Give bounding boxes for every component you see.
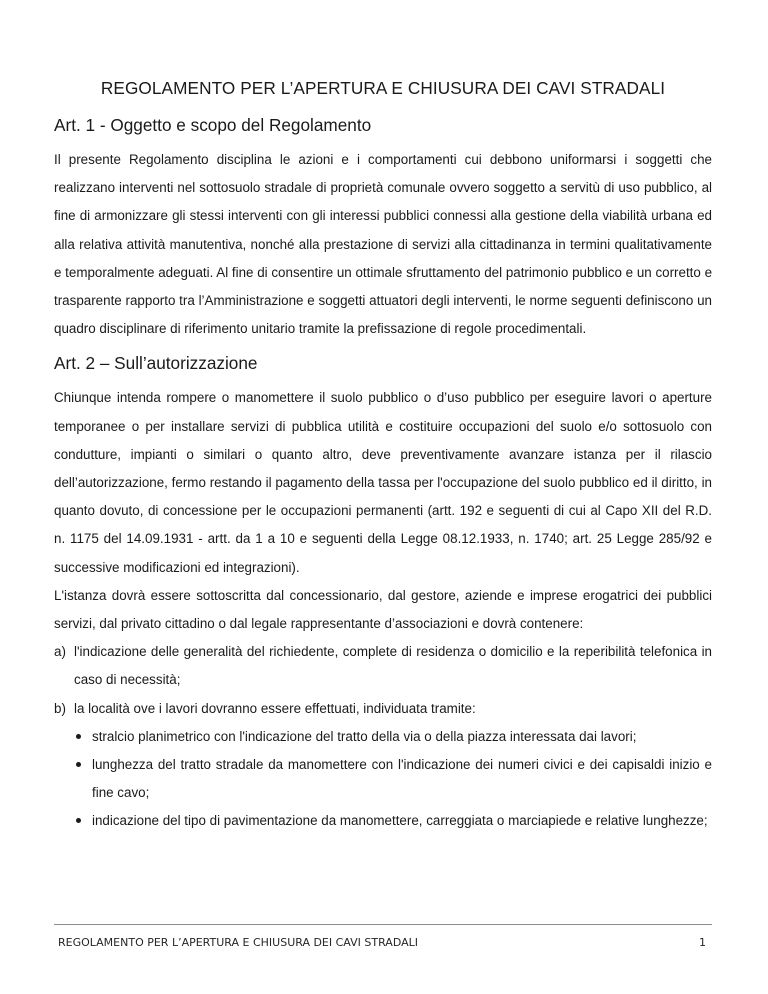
footer-divider [54, 924, 712, 925]
bullet-item [54, 807, 712, 835]
bullet-text: indicazione del tipo di pavimentazione da manomettere, carreggiata o marciapiede e relative lunghezze; [92, 813, 708, 829]
article-2-paragraph-2: L'istanza dovrà essere sottoscritta dal concessionario, dal gestore, aziende e imprese erogatrici dei pubblici servizi, dal privato cittadino o dal legale rappresentante d’associazioni e dovrà contenere: [54, 587, 712, 632]
page-content [54, 78, 712, 836]
requirement-item-b [54, 695, 712, 723]
bullet-item [54, 723, 712, 751]
bullet-icon [76, 734, 81, 739]
bullet-icon [76, 762, 81, 767]
location-details-list [54, 723, 712, 836]
bullet-text: stralcio planimetrico con l'indicazione del tratto della via o della piazza interessata dai lavori; [92, 728, 637, 744]
requirements-list [54, 638, 712, 723]
bullet-icon [76, 818, 81, 823]
article-2-paragraph-1: Chiunque intenda rompere o manomettere il suolo pubblico o d’uso pubblico per eseguire lavori o aperture temporanee o per installare servizi di pubblica utilità e costituire occupazioni del suolo e/o sottosuolo con condutture, impianti o similari o quanto altro, deve preventivamente avanzare istanza per il rilascio dell’autorizzazione, fermo restando il pagamento della tassa per l'occupazione del suolo pubblico ed il diritto, in quanto dovuto, di concessione per le occupazioni permanenti (artt. 192 e seguenti di cui al Capo XII del R.D. n. 1175 del 14.09.1931 - artt. da 1 a 10 e seguenti della Legge 08.12.1933, n. 1740; art. 25 Legge 285/92 e successive modificazioni ed integrazioni). [54, 390, 712, 575]
requirement-item-a [54, 638, 712, 694]
bullet-text: lunghezza del tratto stradale da manomettere con l'indicazione dei numeri civici e dei capisaldi inizio e fine cavo; [92, 757, 712, 801]
footer-title: REGOLAMENTO PER L’APERTURA E CHIUSURA DEI CAVI STRADALI [58, 936, 418, 949]
page-number: 1 [699, 936, 706, 949]
article-2-heading: Art. 2 – Sull’autorizzazione [54, 353, 258, 374]
list-marker: b) [54, 700, 66, 716]
bullet-item [54, 751, 712, 807]
document-title: REGOLAMENTO PER L’APERTURA E CHIUSURA DEI CAVI STRADALI [100, 78, 666, 98]
list-marker: a) [54, 644, 66, 660]
article-1-paragraph: Il presente Regolamento disciplina le azioni e i comportamenti cui debbono uniformarsi i soggetti che realizzano interventi nel sottosuolo stradale di proprietà comunale ovvero soggetto a servitù di uso pubblico, al fine di armonizzare gli stessi interventi con gli interessi pubblici connessi alla gestione della viabilità urbana ed alla relativa attività manutentiva, nonché alla prestazione di servizi alla cittadinanza in termini qualitativamente e temporalmente adeguati. Al fine di consentire un ottimale sfruttamento del patrimonio pubblico e un corretto e trasparente rapporto tra l’Amministrazione e soggetti attuatori degli interventi, le norme seguenti definiscono un quadro disciplinare di riferimento unitario tramite la prefissazione di regole procedimentali. [54, 152, 713, 337]
article-1-heading: Art. 1 - Oggetto e scopo del Regolamento [54, 115, 372, 135]
requirement-text: l'indicazione delle generalità del richiedente, complete di residenza o domicilio e la reperibilità telefonica in caso di necessità; [74, 644, 712, 688]
requirement-text: la località ove i lavori dovranno essere effettuati, individuata tramite: [74, 700, 476, 716]
